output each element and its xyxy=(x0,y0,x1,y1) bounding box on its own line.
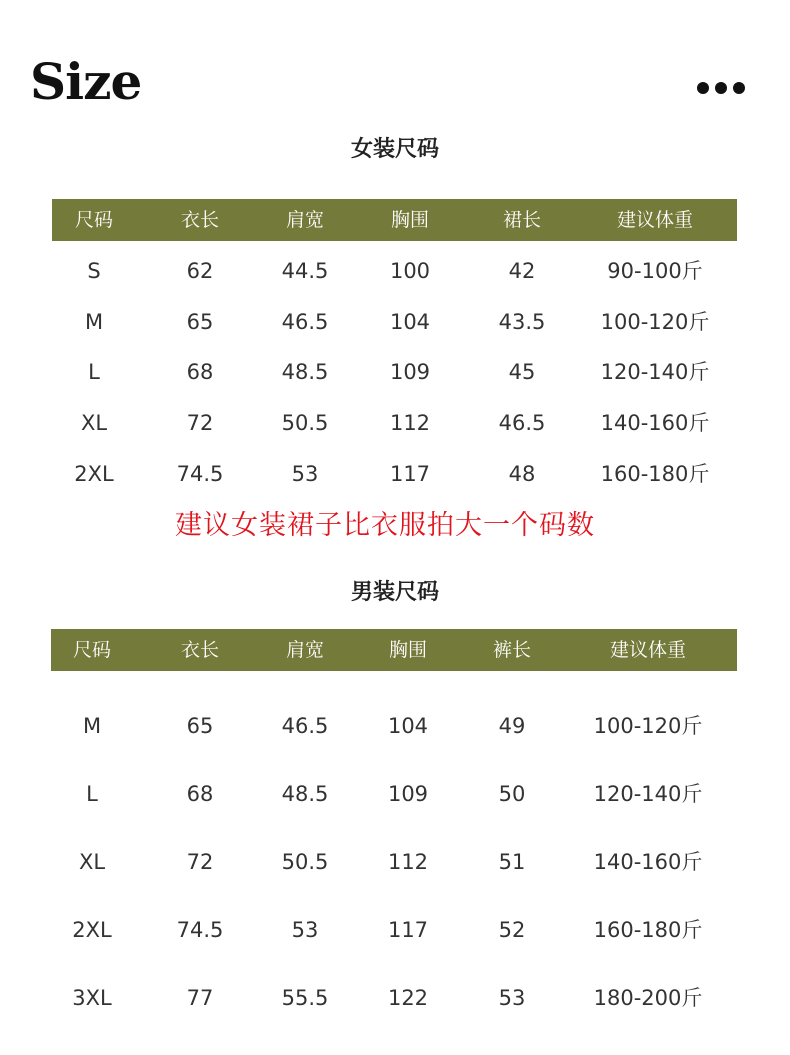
table-cell: 48.5 xyxy=(281,782,329,806)
table-cell: 104 xyxy=(387,714,429,738)
table-cell: 53 xyxy=(291,462,319,486)
page-title: Size xyxy=(30,52,142,111)
women-table-header xyxy=(52,199,737,241)
table-cell: 50 xyxy=(498,782,526,806)
table-cell: 46.5 xyxy=(498,411,546,435)
column-header: 尺码 xyxy=(72,639,112,661)
table-cell: XL xyxy=(78,850,106,874)
table-row xyxy=(0,406,790,440)
table-cell: 52 xyxy=(498,918,526,942)
size-advice-note: 建议女装裙子比衣服拍大一个码数 xyxy=(175,510,595,541)
table-cell: XL xyxy=(80,411,108,435)
table-cell: 90-100斤 xyxy=(607,259,703,283)
table-cell: 160-180斤 xyxy=(593,918,703,942)
table-cell: 74.5 xyxy=(176,918,224,942)
table-cell: 120-140斤 xyxy=(600,360,710,384)
table-cell: 100-120斤 xyxy=(593,714,703,738)
dot xyxy=(733,82,745,94)
table-row xyxy=(0,709,790,743)
table-row xyxy=(0,777,790,811)
table-cell: 2XL xyxy=(72,918,112,942)
table-cell: 53 xyxy=(498,986,526,1010)
column-header: 肩宽 xyxy=(285,209,325,231)
table-cell: M xyxy=(82,714,102,738)
table-cell: 65 xyxy=(186,310,214,334)
table-cell: 2XL xyxy=(74,462,114,486)
table-cell: 68 xyxy=(186,782,214,806)
table-cell: 44.5 xyxy=(281,259,329,283)
table-cell: 42 xyxy=(508,259,536,283)
table-cell: 117 xyxy=(389,462,431,486)
women-size-heading: 女装尺码 xyxy=(350,137,439,162)
table-cell: 120-140斤 xyxy=(593,782,703,806)
table-row xyxy=(0,913,790,947)
table-cell: 109 xyxy=(387,782,429,806)
column-header: 衣长 xyxy=(180,639,220,661)
dot xyxy=(697,82,709,94)
table-cell: 51 xyxy=(498,850,526,874)
table-cell: M xyxy=(84,310,104,334)
table-cell: 100-120斤 xyxy=(600,310,710,334)
table-cell: 48.5 xyxy=(281,360,329,384)
table-row xyxy=(0,845,790,879)
column-header: 衣长 xyxy=(180,209,220,231)
table-cell: 65 xyxy=(186,714,214,738)
table-cell: 160-180斤 xyxy=(600,462,710,486)
men-table-header xyxy=(51,629,737,671)
table-row xyxy=(0,355,790,389)
table-cell: 48 xyxy=(508,462,536,486)
table-cell: 100 xyxy=(389,259,431,283)
table-cell: 46.5 xyxy=(281,310,329,334)
column-header: 肩宽 xyxy=(285,639,325,661)
table-cell: 46.5 xyxy=(281,714,329,738)
column-header: 胸围 xyxy=(390,209,430,231)
table-cell: 140-160斤 xyxy=(600,411,710,435)
table-cell: L xyxy=(88,360,100,384)
table-cell: 74.5 xyxy=(176,462,224,486)
column-header: 胸围 xyxy=(388,639,428,661)
table-cell: 109 xyxy=(389,360,431,384)
table-cell: 62 xyxy=(186,259,214,283)
table-cell: 3XL xyxy=(72,986,112,1010)
table-cell: 122 xyxy=(387,986,429,1010)
column-header: 建议体重 xyxy=(616,209,694,231)
table-cell: 104 xyxy=(389,310,431,334)
table-cell: 68 xyxy=(186,360,214,384)
table-cell: 50.5 xyxy=(281,411,329,435)
table-row xyxy=(0,457,790,491)
table-row xyxy=(0,254,790,288)
table-row xyxy=(0,981,790,1015)
column-header: 裙长 xyxy=(502,209,542,231)
table-cell: 43.5 xyxy=(498,310,546,334)
more-dots-icon[interactable] xyxy=(697,82,745,94)
table-cell: 72 xyxy=(186,411,214,435)
table-cell: 53 xyxy=(291,918,319,942)
column-header: 建议体重 xyxy=(609,639,687,661)
table-cell: 77 xyxy=(186,986,214,1010)
dot xyxy=(715,82,727,94)
table-cell: 50.5 xyxy=(281,850,329,874)
table-cell: 55.5 xyxy=(281,986,329,1010)
table-cell: L xyxy=(86,782,98,806)
men-size-heading: 男装尺码 xyxy=(350,580,439,605)
table-cell: S xyxy=(87,259,101,283)
column-header: 尺码 xyxy=(74,209,114,231)
table-cell: 72 xyxy=(186,850,214,874)
table-cell: 117 xyxy=(387,918,429,942)
column-header: 裤长 xyxy=(492,639,532,661)
table-cell: 112 xyxy=(389,411,431,435)
table-cell: 180-200斤 xyxy=(593,986,703,1010)
table-cell: 45 xyxy=(508,360,536,384)
table-cell: 112 xyxy=(387,850,429,874)
table-row xyxy=(0,305,790,339)
table-cell: 140-160斤 xyxy=(593,850,703,874)
table-cell: 49 xyxy=(498,714,526,738)
